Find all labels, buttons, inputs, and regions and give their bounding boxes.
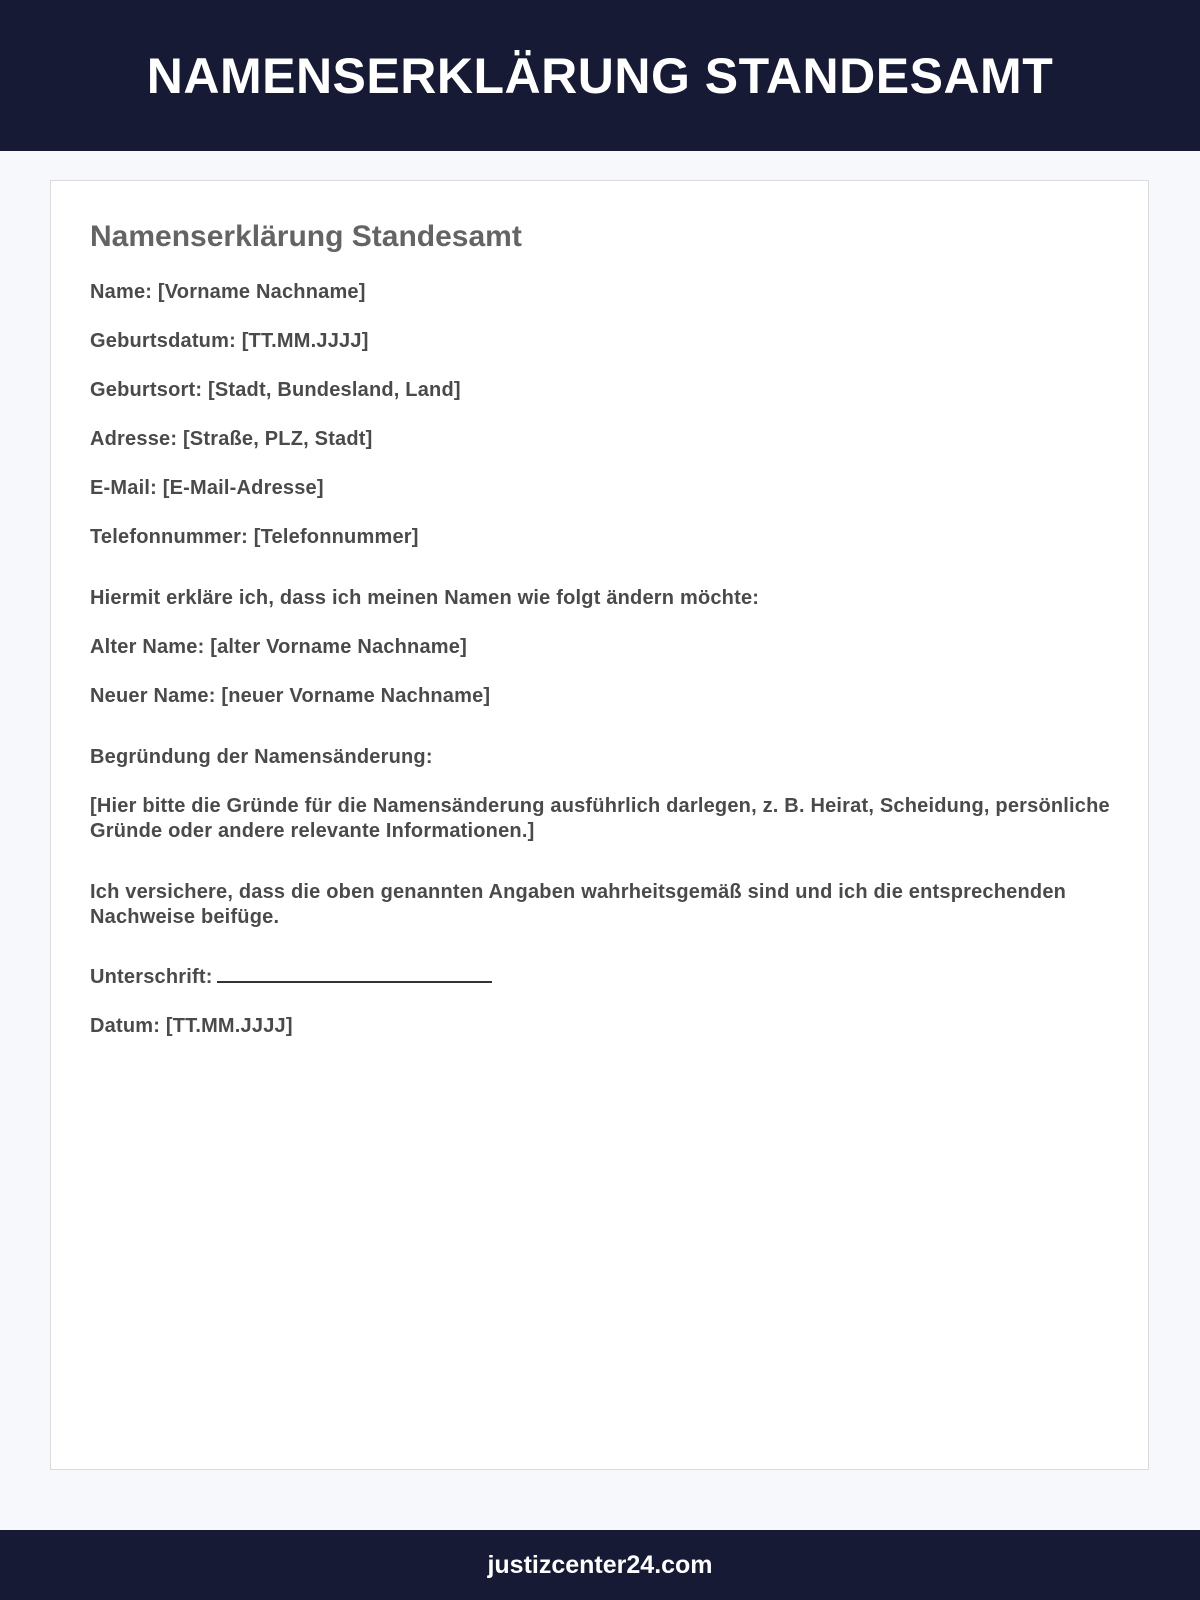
footer-domain: justizcenter24.com <box>487 1550 713 1579</box>
field-email: E-Mail: [E-Mail-Adresse] <box>90 477 324 499</box>
assurance-text: Ich versichere, dass die oben genannten Angaben wahrheitsgemäß sind und ich die entsprechenden Nachweise beifüge. <box>90 881 1067 928</box>
old-name: Alter Name: [alter Vorname Nachname] <box>90 636 467 658</box>
footer-banner <box>0 1530 1200 1600</box>
field-address: Adresse: [Straße, PLZ, Stadt] <box>90 428 373 450</box>
reason-heading: Begründung der Namensänderung: <box>90 746 433 768</box>
field-name: Name: [Vorname Nachname] <box>90 281 366 303</box>
field-birthplace: Geburtsort: [Stadt, Bundesland, Land] <box>90 379 461 401</box>
signature-row <box>90 965 492 990</box>
reason-text: [Hier bitte die Gründe für die Namensänderung ausführlich darlegen, z. B. Heirat, Scheidung, persönliche Gründe oder andere relevante Informationen.] <box>90 795 1110 842</box>
date-line: Datum: [TT.MM.JJJJ] <box>90 1015 293 1037</box>
header-banner <box>0 0 1200 151</box>
field-birthdate: Geburtsdatum: [TT.MM.JJJJ] <box>90 330 369 352</box>
document-title: Namenserklärung Standesamt <box>90 220 522 253</box>
signature-label: Unterschrift: <box>90 966 213 988</box>
signature-line <box>217 965 492 983</box>
declaration-intro: Hiermit erkläre ich, dass ich meinen Namen wie folgt ändern möchte: <box>90 587 760 609</box>
field-phone: Telefonnummer: [Telefonnummer] <box>90 526 419 548</box>
new-name: Neuer Name: [neuer Vorname Nachname] <box>90 685 491 707</box>
page-title: NAMENSERKLÄRUNG STANDESAMT <box>146 47 1054 104</box>
